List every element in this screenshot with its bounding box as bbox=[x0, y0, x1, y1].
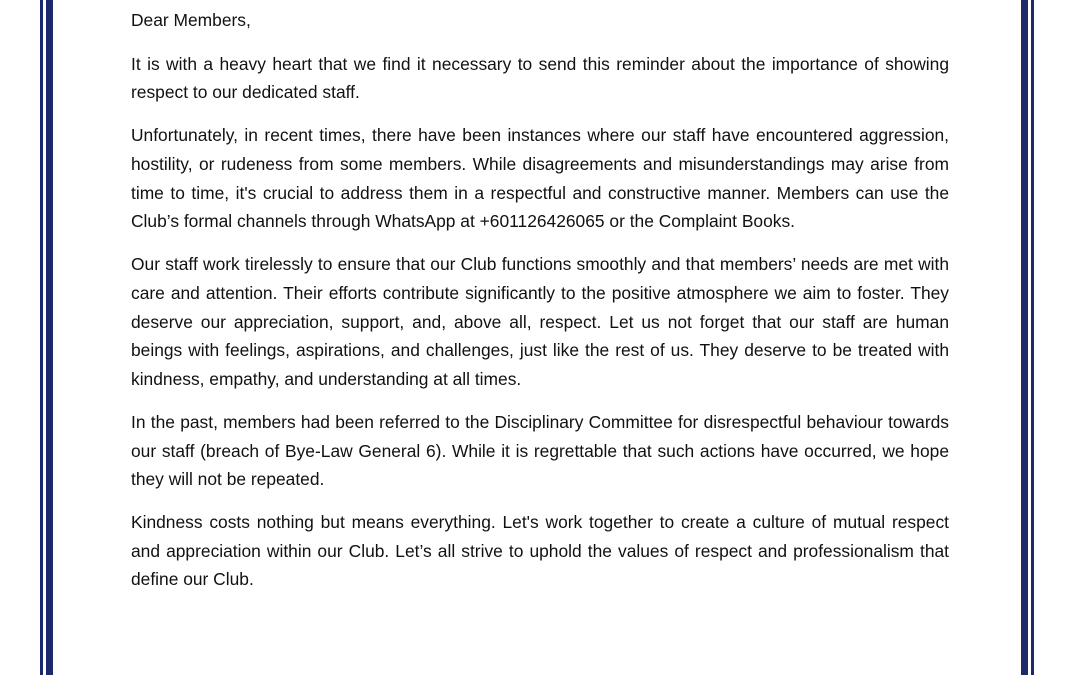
paragraph-disciplinary: In the past, members had been referred to the Disciplinary Committee for disrespectful behaviour towards our staff (breach of Bye-Law General 6). While it is regrettable that such actions have occurred, we hope they will not be repeated. bbox=[131, 411, 949, 490]
right-page-border bbox=[1021, 0, 1035, 675]
left-border-outer-line bbox=[40, 0, 43, 675]
paragraph-incidents: Unfortunately, in recent times, there have been instances where our staff have encountered aggression, hostility, or rudeness from some members. While disagreements and misunderstandings may arise from time to time, it's crucial to address them in a respectful and constructive manner. Members can use the Club’s formal channels through WhatsApp at +601126426065 or the Complaint Books. bbox=[131, 125, 949, 232]
salutation: Dear Members, bbox=[131, 10, 251, 30]
paragraph-staff-efforts: Our staff work tirelessly to ensure that our Club functions smoothly and that members’ needs are met with care and attention. Their efforts contribute significantly to the positive atmosphere we aim to foster. They deserve our appreciation, support, and, above all, respect. Let us not forget that our staff are human beings with feelings, aspirations, and challenges, just like the rest of us. They deserve to be treated with kindness, empathy, and understanding at all times. bbox=[131, 254, 949, 389]
paragraph-reminder: It is with a heavy heart that we find it necessary to send this reminder about the importance of showing respect to our dedicated staff. bbox=[131, 53, 949, 103]
letter-body bbox=[131, 6, 949, 609]
left-border-inner-line bbox=[46, 0, 53, 675]
paragraph-kindness: Kindness costs nothing but means everything. Let's work together to create a culture of mutual respect and appreciation within our Club. Let’s all strive to uphold the values of respect and professionalism that define our Club. bbox=[131, 512, 949, 590]
right-border-outer-line bbox=[1031, 0, 1034, 675]
right-border-inner-line bbox=[1021, 0, 1028, 675]
left-page-border bbox=[40, 0, 54, 675]
